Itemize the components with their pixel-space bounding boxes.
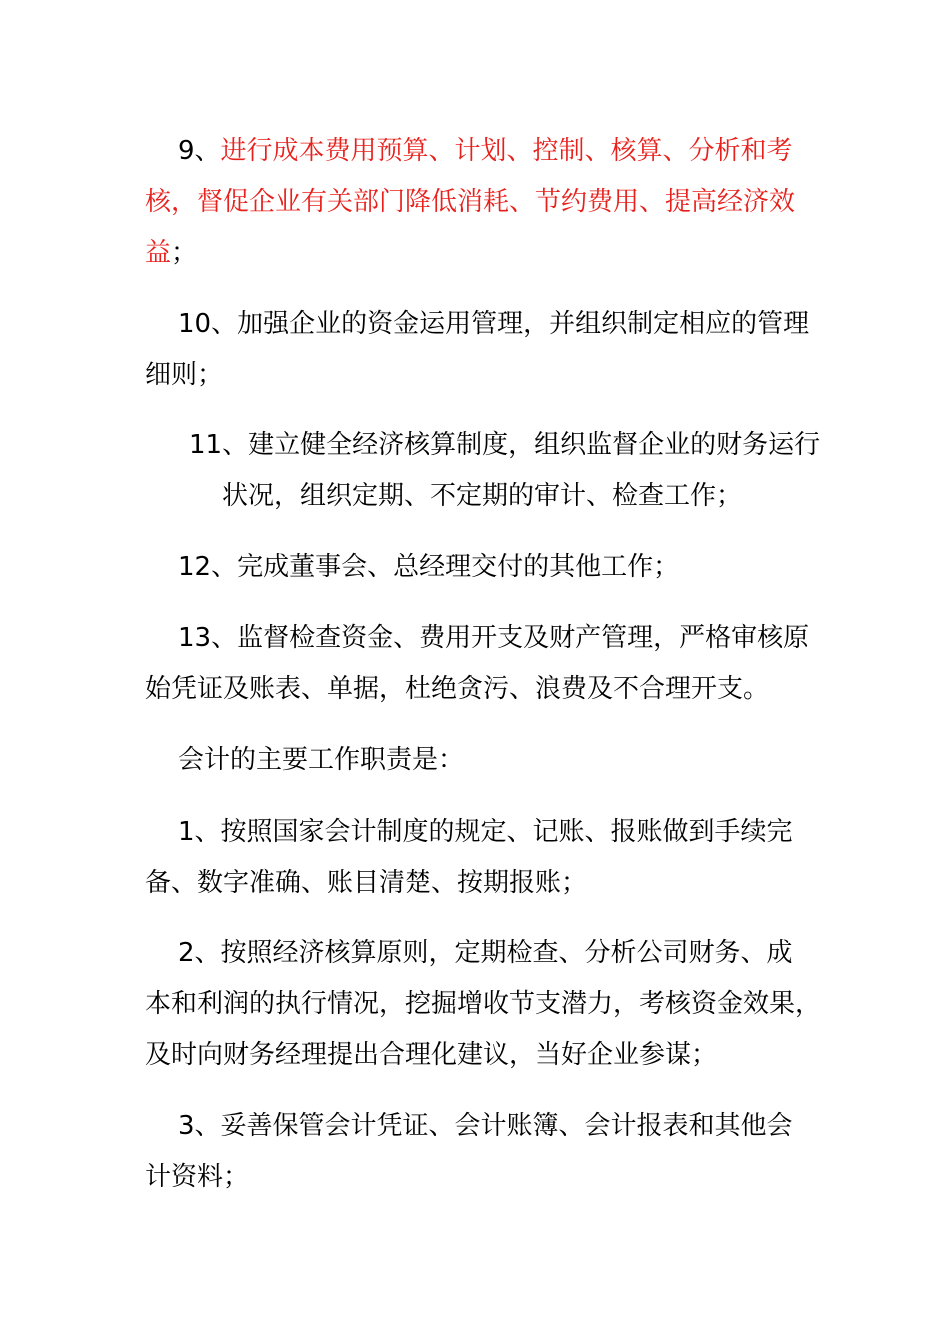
item-13-line-2: 始凭证及账表、单据，杜绝贪污、浪费及不合理开支。 [145,674,770,704]
item-12-line-1 [178,550,679,584]
item-10-text: 加强企业的资金运用管理，并组织制定相应的管理 [237,309,810,339]
item-13-text: 监督检查资金、费用开支及财产管理，严格审核原 [237,623,810,653]
duty-3-line-2: 计资料； [145,1162,250,1192]
item-11-text: 建立健全经济核算制度，组织监督企业的财务运行 [248,430,821,460]
duty-3-text: 妥善保管会计凭证、会计账簿、会计报表和其他会 [220,1111,793,1141]
duty-2-number: 2、 [178,938,221,968]
item-10-number: 10、 [178,309,238,339]
duty-3-number: 3、 [178,1111,221,1141]
item-13-line-1 [178,621,809,655]
item-9-number: 9、 [178,136,221,166]
item-9-text-end: 益 [145,238,172,268]
duty-2-text: 按照经济核算原则，定期检查、分析公司财务、成 [220,938,793,968]
item-11-line-1 [189,428,820,462]
item-12-text: 完成董事会、总经理交付的其他工作； [237,552,680,582]
duty-2-line-1 [178,936,793,970]
duty-2-line-3: 及时向财务经理提出合理化建议，当好企业参谋； [145,1040,718,1070]
duty-3-line-1 [178,1109,793,1143]
section-heading: 会计的主要工作职责是： [178,745,465,775]
item-12-number: 12、 [178,552,238,582]
item-13-number: 13、 [178,623,238,653]
duty-1-line-1 [178,815,793,849]
duty-2-line-2: 本和利润的执行情况，挖掘增收节支潜力，考核资金效果， [145,989,822,1019]
item-10-line-1 [178,307,809,341]
item-9-suffix: ； [171,238,198,268]
item-10-line-2: 细则； [145,360,224,390]
duty-1-number: 1、 [178,817,221,847]
item-9-line-1 [178,134,793,168]
item-11-line-2: 状况，组织定期、不定期的审计、检查工作； [222,481,743,511]
item-9-text: 进行成本费用预算、计划、控制、核算、分析和考 [220,136,793,166]
item-9-line-2: 核，督促企业有关部门降低消耗、节约费用、提高经济效 [145,187,796,217]
duty-1-line-2: 备、数字准确、账目清楚、按期报账； [145,868,588,898]
item-11-number: 11、 [189,430,249,460]
item-9-line-3 [145,236,197,270]
duty-1-text: 按照国家会计制度的规定、记账、报账做到手续完 [220,817,793,847]
